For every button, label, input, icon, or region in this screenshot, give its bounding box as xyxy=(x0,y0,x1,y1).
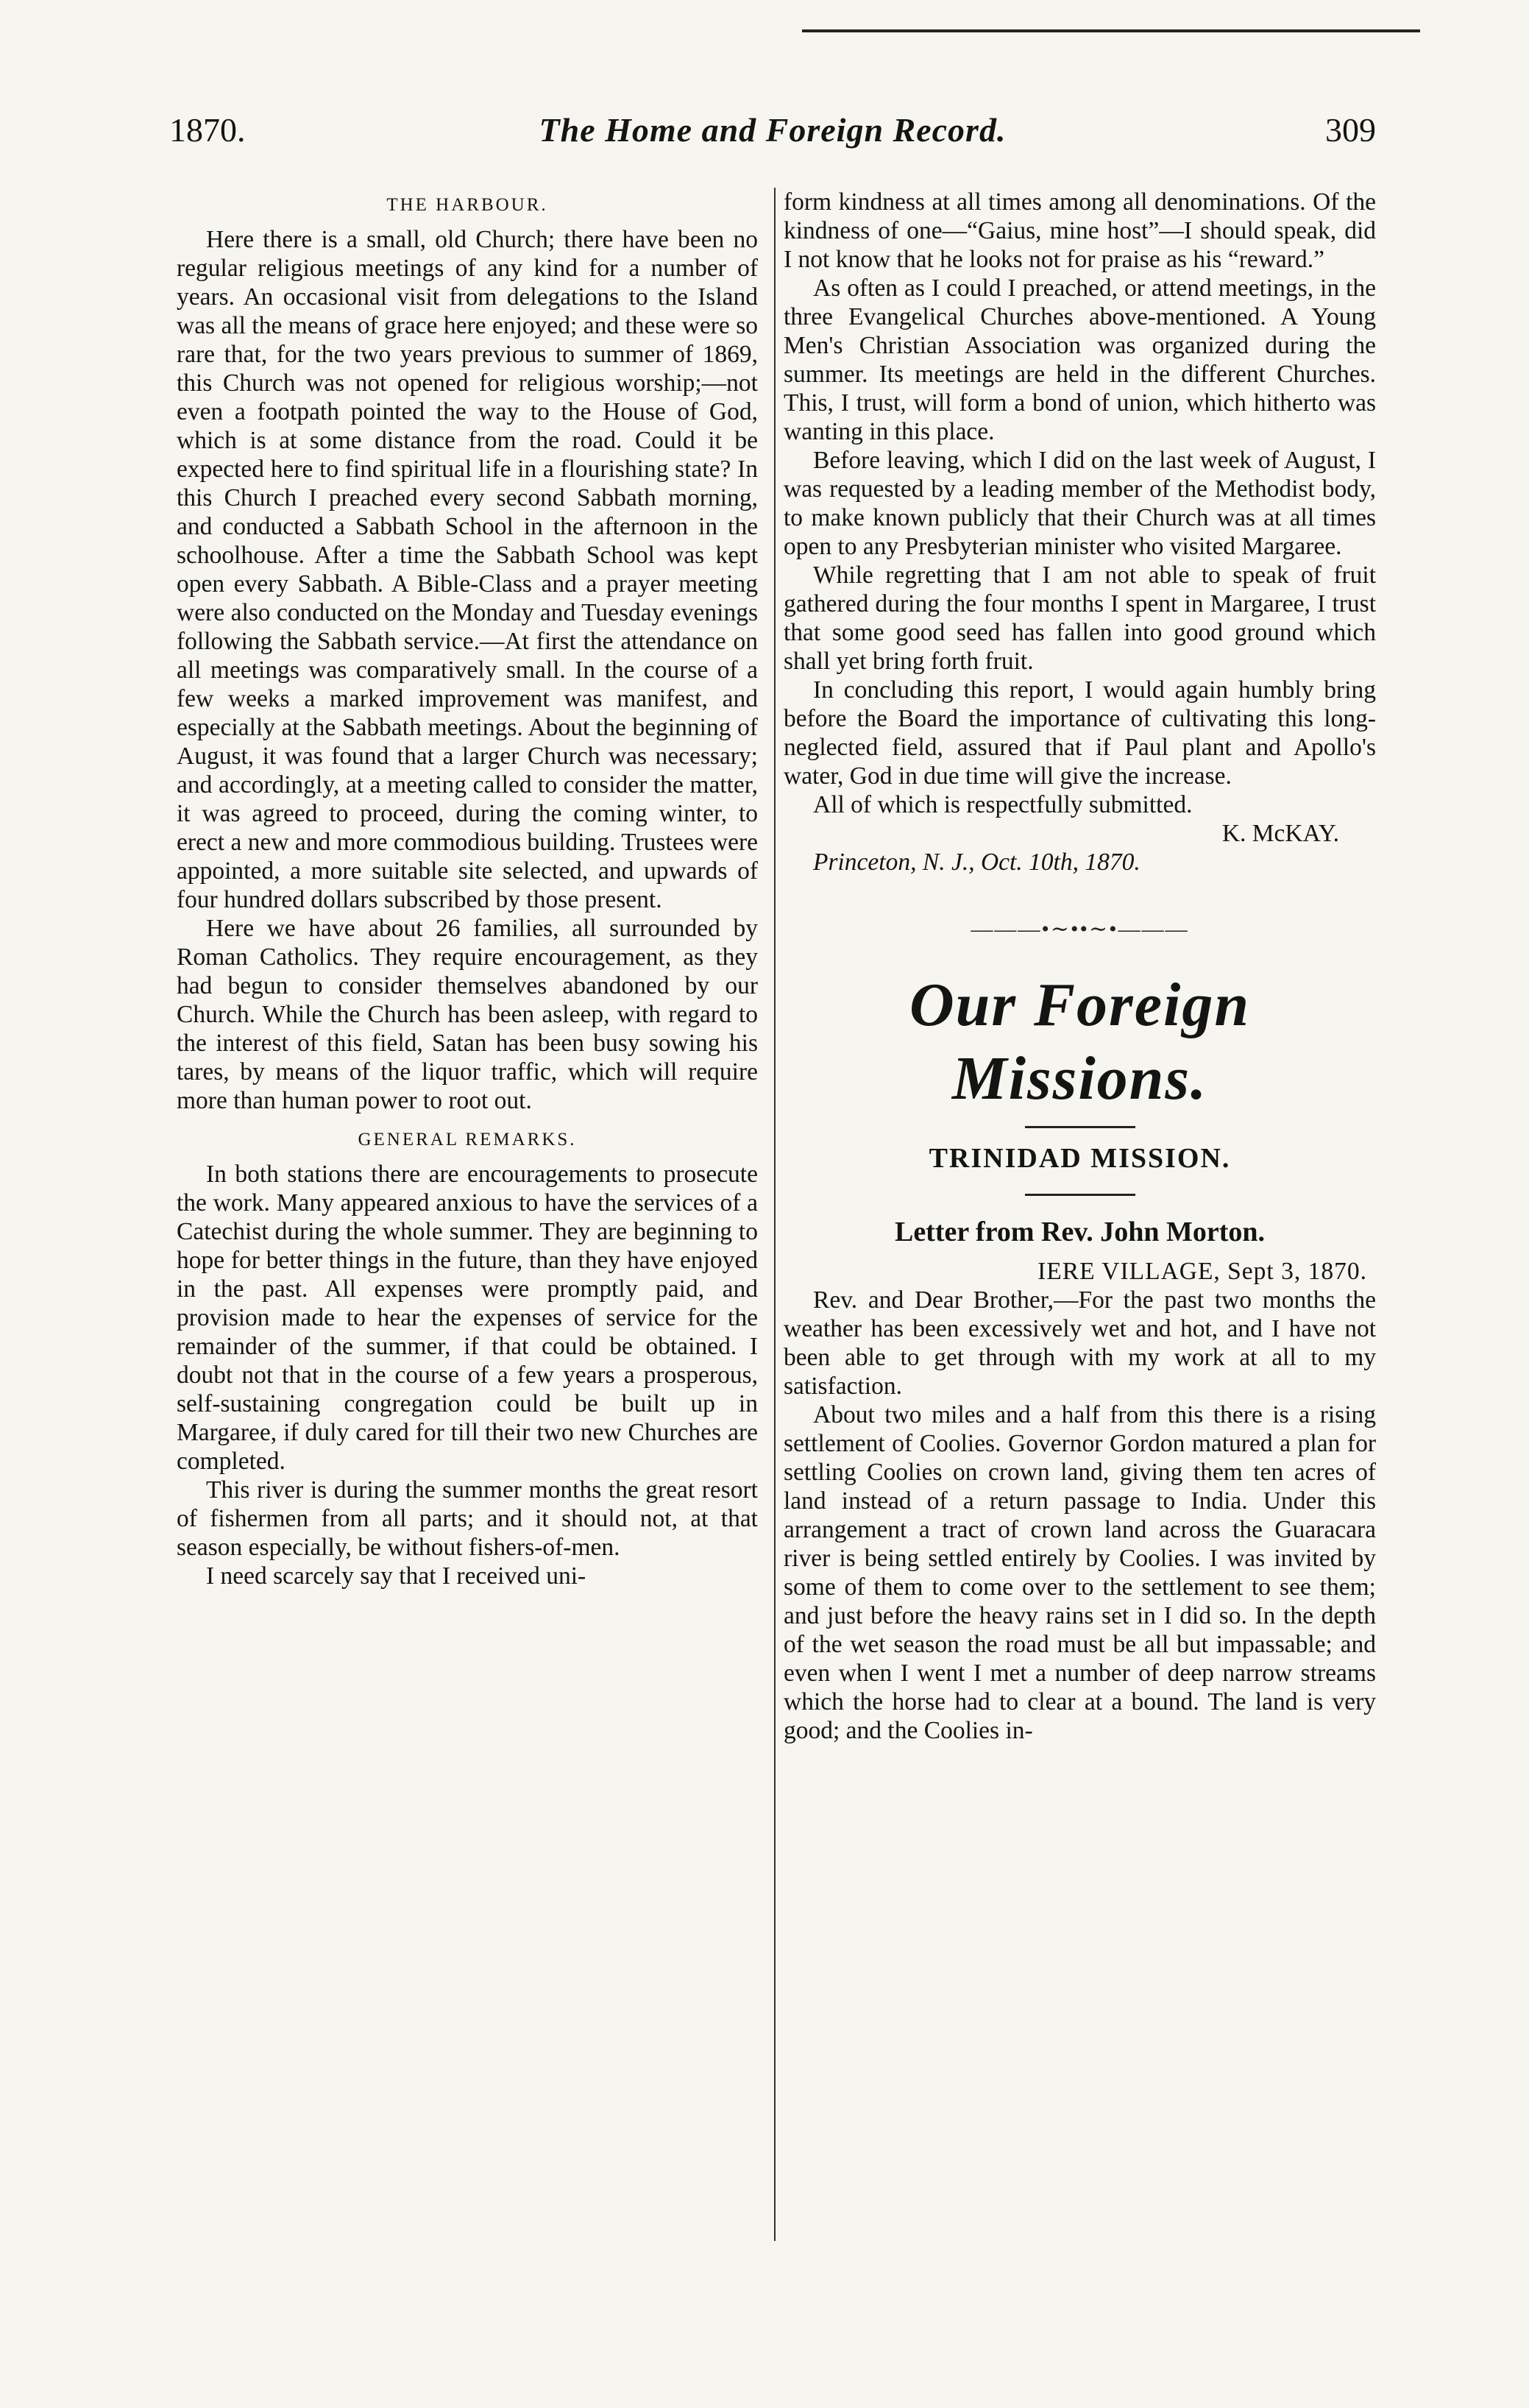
section-title: Our Foreign Missions. xyxy=(909,971,1251,1113)
letter-paragraph-2: About two miles and a half from this there is a rising settlement of Coolies. Governor Gordon matured a plan for settling Coolies on crown land, giving them ten acres of land instead of a return passage to India. Under this arrangement a tract of crown land across the Guaracara river is being settled entirely by Coolies. I was invited by some of them to come over to the settlement to see them; and just before the heavy rains set in I did so. In the depth of the wet season the road must be all but impassable; and even when I went I met a number of deep narrow streams which the horse had to clear at a bound. The land is very good; and the Coolies in- xyxy=(784,1401,1376,1744)
page-number: 309 xyxy=(1325,111,1376,149)
harbour-paragraph-2: Here we have about 26 families, all surrounded by Roman Catholics. They require encouragement, as they had begun to consider themselves abandoned by our Church. While the Church has been asleep, with regard to the interest of this field, Satan has been busy sowing his tares, by means of the liquor traffic, which will require more than human power to root out. xyxy=(177,915,758,1114)
remarks-paragraph-3: I need scarcely say that I received uni- xyxy=(206,1562,586,1590)
letter-dateline: IERE VILLAGE, Sept 3, 1870. xyxy=(1037,1258,1367,1285)
remarks-heading: GENERAL REMARKS. xyxy=(358,1130,577,1150)
report-paragraph-4: While regretting that I am not able to speak of fruit gathered during the four months I spent in Margaree, I trust that some good seed has fallen into good ground which shall yet bring forth fruit. xyxy=(784,562,1376,675)
remarks-paragraph-2: This river is during the summer months the great resort of fishermen from all parts; and it should not, at that season especially, be without fishers-of-men. xyxy=(177,1476,758,1561)
header-year: 1870. xyxy=(169,111,246,149)
mission-title: TRINIDAD MISSION. xyxy=(929,1143,1231,1174)
report-paragraph-2: As often as I could I preached, or attend meetings, in the three Evangelical Churches above-mentioned. A Young Men's Christian Association was organized during the summer. Its meetings are held in the different Churches. This, I trust, will form a bond of union, which hitherto was wanting in this place. xyxy=(784,275,1376,445)
report-paragraph-1: form kindness at all times among all denominations. Of the kindness of one—“Gaius, mine host”—I should speak, did I not know that he looks not for praise as his “reward.” xyxy=(784,188,1376,273)
report-paragraph-6: All of which is respectfully submitted. xyxy=(813,791,1193,818)
report-paragraph-5: In concluding this report, I would again humbly bring before the Board the importance of cultivating this long-neglected field, assured that if Paul plant and Apollo's water, God in due time will give the increase. xyxy=(784,676,1376,790)
header-title: The Home and Foreign Record. xyxy=(539,111,1007,149)
left-column xyxy=(177,188,758,1590)
letter-paragraph-1: Rev. and Dear Brother,—For the past two months the weather has been excessively wet and hot, and I have not been able to get through with my work at all to my satisfaction. xyxy=(784,1286,1376,1400)
harbour-paragraph-1: Here there is a small, old Church; there have been no regular religious meetings of any kind for a number of years. An occasional visit from delegations to the Island was all the means of grace here enjoyed; and these were so rare that, for the two years previous to summer of 1869, this Church was not opened for religious worship;—not even a footpath pointed the way to the House of God, which is at some distance from the road. Could it be expected here to find spiritual life in a flourishing state? In this Church I preached every second Sabbath morning, and conducted a Sabbath School in the afternoon in the schoolhouse. After a time the Sabbath School was kept open every Sabbath. A Bible-Class and a prayer meeting were also conducted on the Monday and Tuesday evenings following the Sabbath service.—At first the attendance on all meetings was comparatively small. In the course of a few weeks a marked improvement was manifest, and especially at the Sabbath meetings. About the beginning of August, it was found that a larger Church was necessary; and accordingly, at a meeting called to consider the matter, it was agreed to proceed, during the coming winter, to erect a new and more commodious building. Trustees were appointed, a more suitable site selected, and upwards of four hundred dollars subscribed by those present. xyxy=(177,226,758,913)
short-rule-2 xyxy=(1025,1194,1135,1196)
harbour-heading: THE HARBOUR. xyxy=(386,195,548,215)
column-divider xyxy=(774,188,776,2241)
top-rule xyxy=(802,29,1420,32)
right-column xyxy=(784,188,1376,1745)
report-paragraph-3: Before leaving, which I did on the last week of August, I was requested by a leading member of the Methodist body, to make known publicly that their Church was at all times open to any Presbyterian minister who visited Margaree. xyxy=(784,447,1376,560)
page-header xyxy=(169,110,1376,162)
letter-title: Letter from Rev. John Morton. xyxy=(894,1217,1266,1247)
report-dateline: Princeton, N. J., Oct. 10th, 1870. xyxy=(813,849,1140,876)
ornament-divider: ———•∼••∼•——— xyxy=(971,917,1189,941)
short-rule xyxy=(1025,1126,1135,1128)
signature: K. McKAY. xyxy=(1221,820,1339,847)
remarks-paragraph-1: In both stations there are encouragements to prosecute the work. Many appeared anxious to have the services of a Catechist during the whole summer. They are beginning to hope for better things in the future, than they have enjoyed in the past. All expenses were promptly paid, and provision made to hear the expenses of service for the remainder of the summer, if that could be obtained. I doubt not that in the course of a few years a prosperous, self-sustaining congregation could be built up in Margaree, if duly cared for till their two new Churches are completed. xyxy=(177,1161,758,1475)
